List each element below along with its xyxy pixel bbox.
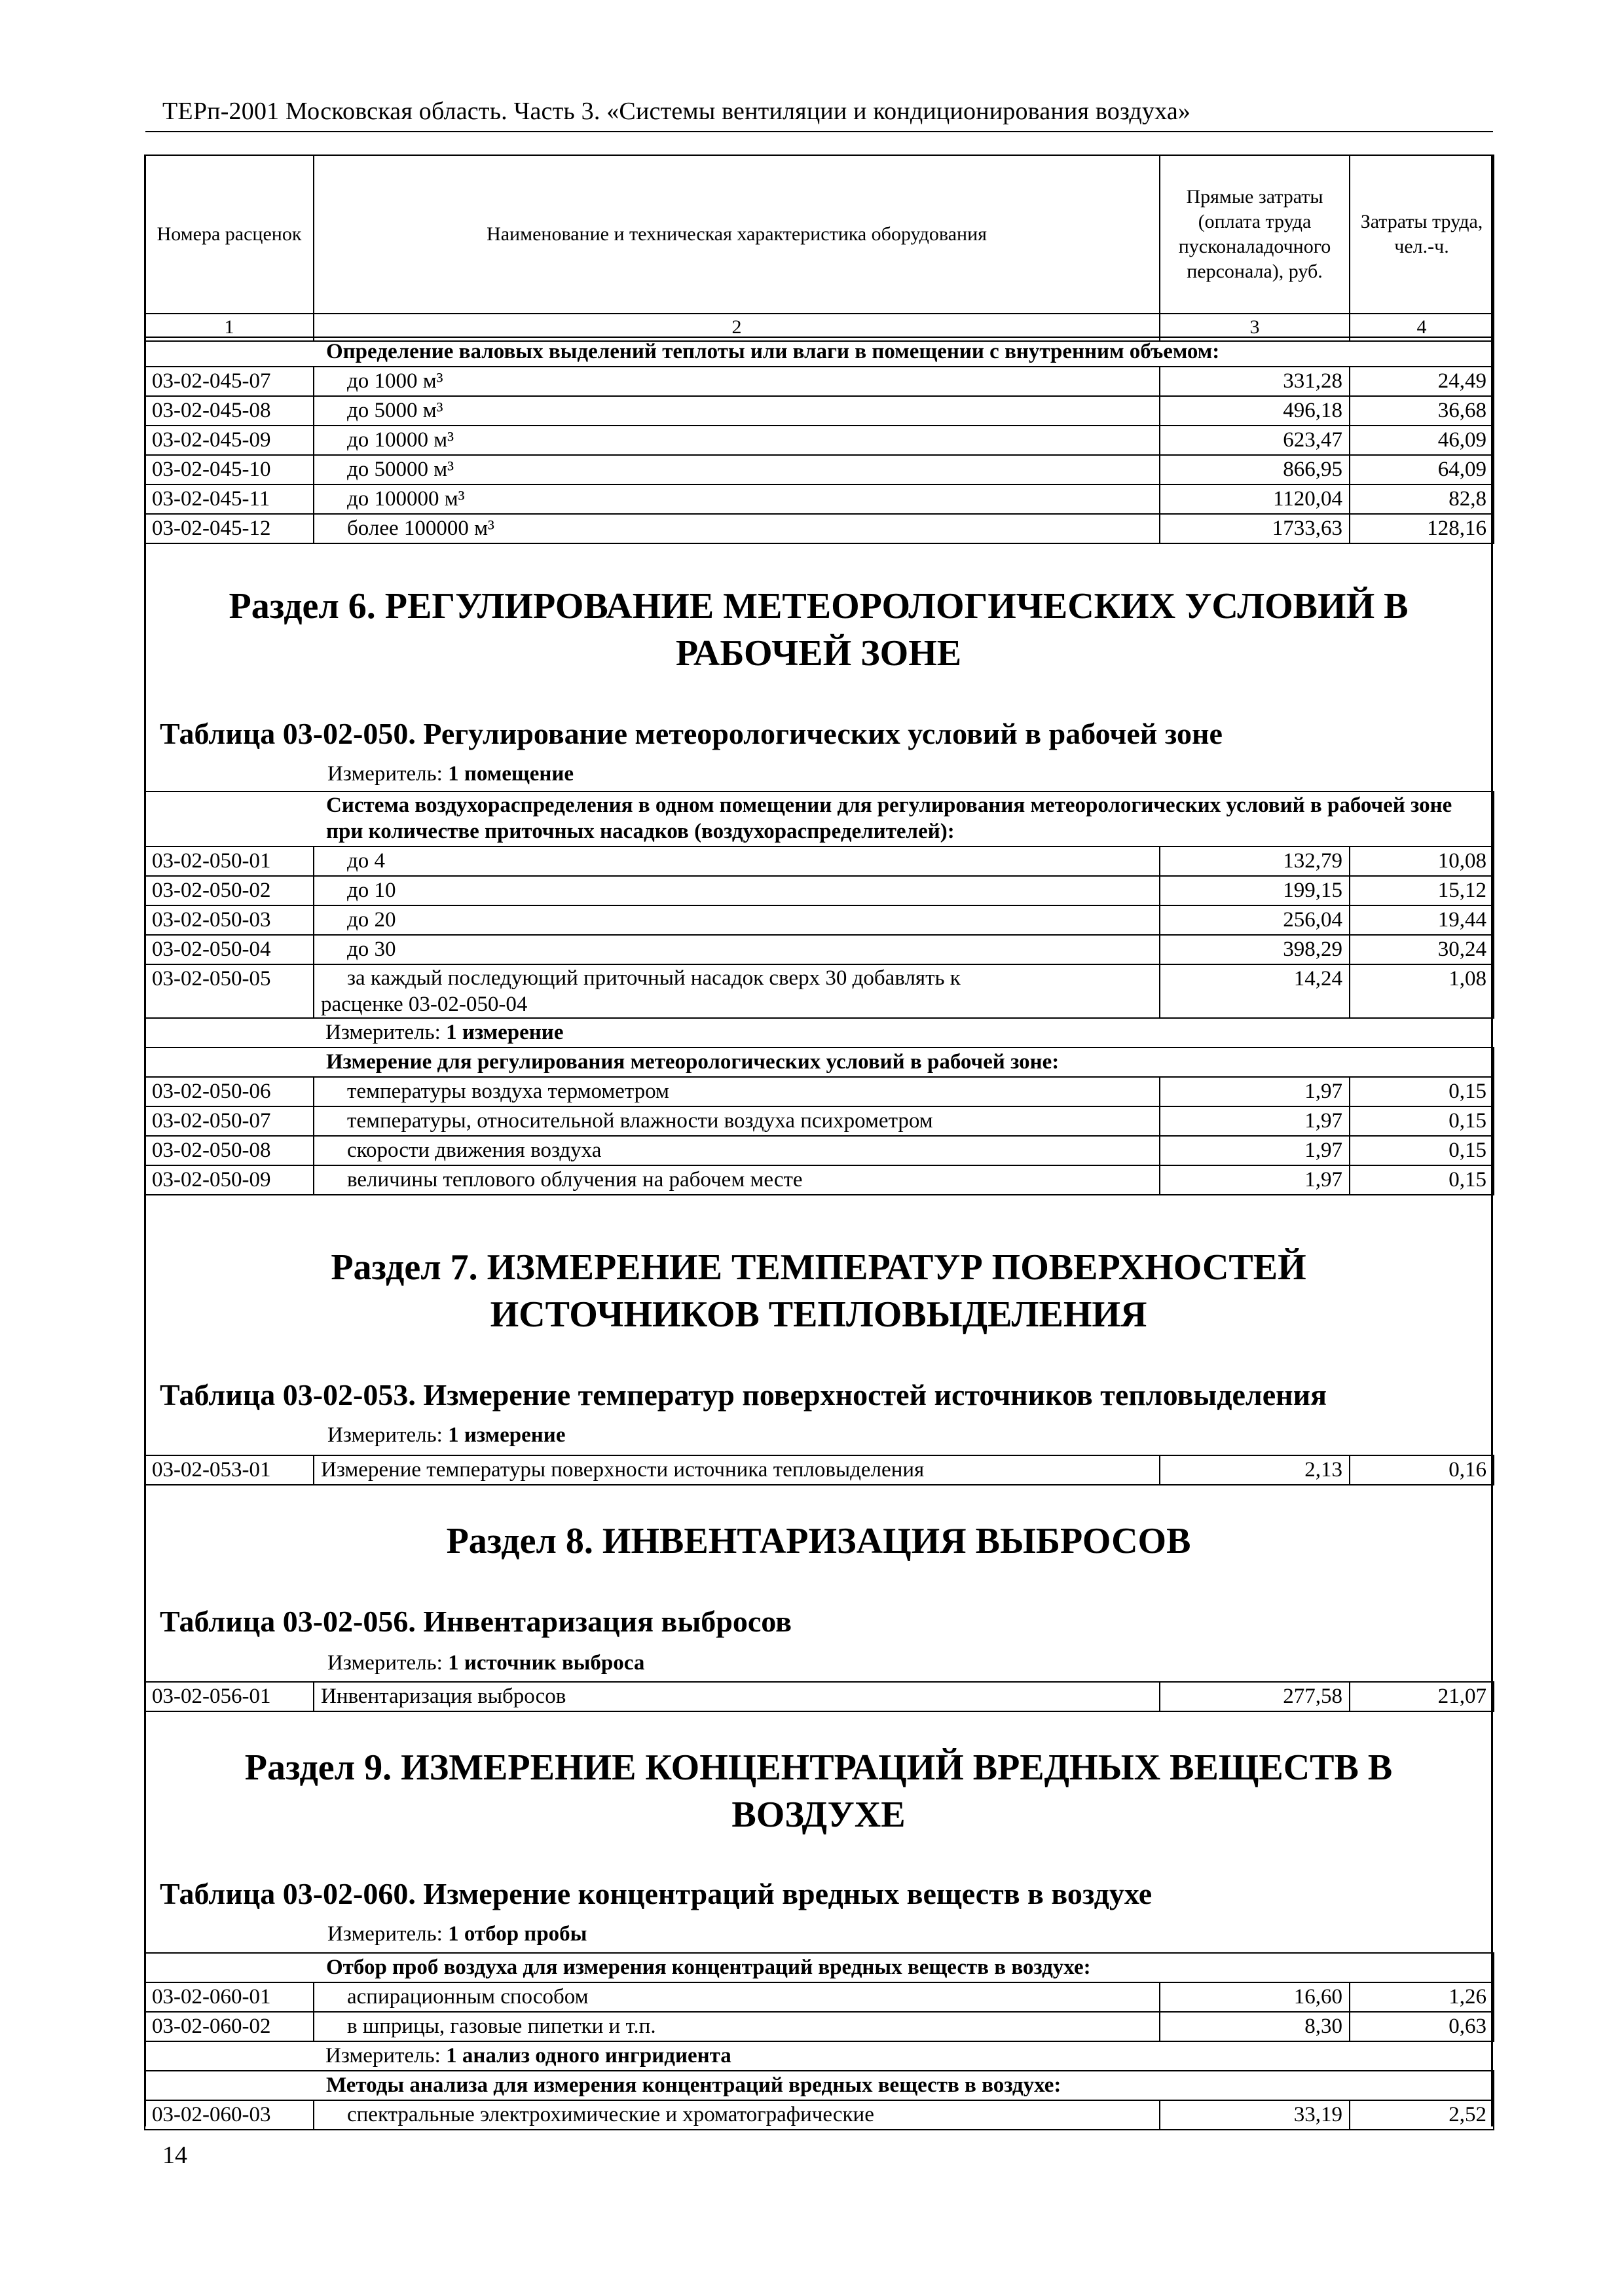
table-row: 03-02-050-05 за каждый последующий приточный насадок сверх 30 добавлять к расценке 03-02-050-04 14,24 1,08 [145,964,1494,1018]
col-header-cost: Прямые затраты (оплата труда пусконаладочного персонала), руб. [1160,155,1350,314]
table-row: 03-02-045-10 до 50000 м³ 866,95 64,09 [145,455,1494,484]
meter-line: Измеритель: 1 помещение [327,762,574,786]
meter-line: Измеритель: 1 источник выброса [327,1651,645,1675]
meter-line: Измеритель: 1 измерение [145,1018,1494,1048]
col-number: 4 [1350,314,1494,341]
column-header [144,155,1493,342]
table-03-02-056 [144,1681,1493,1712]
table-row: 03-02-050-01 до 4 132,79 10,08 [145,847,1494,876]
table-row: 03-02-050-07 температуры, относительной влажности воздуха психрометром 1,97 0,15 [145,1106,1494,1136]
meter-line: Измеритель: 1 анализ одного ингридиента [145,2041,1494,2071]
meter-line: Измеритель: 1 отбор пробы [327,1922,587,1946]
table-03-02-053 [144,1455,1493,1485]
table-row: 03-02-045-07 до 1000 м³ 331,28 24,49 [145,367,1494,396]
meter-line: Измеритель: 1 измерение [327,1423,566,1447]
col-number: 1 [145,314,314,341]
group-heading: Система воздухораспределения в одном помещении для регулирования метеорологических условий в рабочей зоне при количестве приточных насадков (воздухораспределителей): [145,792,1494,847]
table-row: 03-02-056-01 Инвентаризация выбросов 277,58 21,07 [145,1682,1494,1711]
table-row: 03-02-050-04 до 30 398,29 30,24 [145,935,1494,964]
table-03-02-050-title: Таблица 03-02-050. Регулирование метеорологических условий в рабочей зоне [160,717,1223,750]
table-row: 03-02-050-09 величины теплового облучения на рабочем месте 1,97 0,15 [145,1165,1494,1195]
group-heading: Отбор проб воздуха для измерения концентраций вредных веществ в воздухе: [145,1953,1494,1982]
table-row: 03-02-045-12 более 100000 м³ 1733,63 128,16 [145,514,1494,543]
col-header-name: Наименование и техническая характеристика оборудования [314,155,1160,314]
table-row: 03-02-045-08 до 5000 м³ 496,18 36,68 [145,396,1494,426]
page-number: 14 [162,2141,187,2169]
running-header: ТЕРп-2001 Московская область. Часть 3. «Системы вентиляции и кондиционирования воздуха» [162,98,1191,125]
table-row: 03-02-050-06 температуры воздуха термометром 1,97 0,15 [145,1077,1494,1106]
col-header-labor: Затраты труда, чел.-ч. [1350,155,1494,314]
col-number: 2 [314,314,1160,341]
table-row: 03-02-060-01 аспирационным способом 16,60 1,26 [145,1982,1494,2012]
section-6-title: Раздел 6. РЕГУЛИРОВАНИЕ МЕТЕОРОЛОГИЧЕСКИХ УСЛОВИЙ В РАБОЧЕЙ ЗОНЕ [229,586,1409,674]
table-row: 03-02-060-02 в шприцы, газовые пипетки и т.п. 8,30 0,63 [145,2012,1494,2041]
table-row: 03-02-060-03 спектральные электрохимические и хроматографические 33,19 2,52 [145,2100,1494,2130]
table-row: 03-02-045-11 до 100000 м³ 1120,04 82,8 [145,484,1494,514]
table-03-02-050 [144,791,1493,1195]
group-heading: Измерение для регулирования метеорологических условий в рабочей зоне: [145,1048,1494,1077]
section-9-title: Раздел 9. ИЗМЕРЕНИЕ КОНЦЕНТРАЦИЙ ВРЕДНЫХ ВЕЩЕСТВ В ВОЗДУХЕ [244,1747,1393,1835]
table-row: 03-02-050-08 скорости движения воздуха 1,97 0,15 [145,1136,1494,1165]
col-number: 3 [1160,314,1350,341]
table-row: 03-02-050-02 до 10 199,15 15,12 [145,876,1494,905]
table-row: 03-02-045-09 до 10000 м³ 623,47 46,09 [145,426,1494,455]
header-rule [145,131,1493,132]
section-8-title: Раздел 8. ИНВЕНТАРИЗАЦИЯ ВЫБРОСОВ [446,1521,1191,1561]
table-03-02-060-title: Таблица 03-02-060. Измерение концентраций вредных веществ в воздухе [160,1877,1153,1910]
table-03-02-056-title: Таблица 03-02-056. Инвентаризация выбросов [160,1605,792,1638]
col-header-codes: Номера расценок [145,155,314,314]
table-03-02-053-title: Таблица 03-02-053. Измерение температур поверхностей источников тепловыделения [160,1378,1327,1412]
table-03-02-045 [144,337,1493,544]
group-heading: Методы анализа для измерения концентраций вредных веществ в воздухе: [145,2071,1494,2100]
table-row: 03-02-050-03 до 20 256,04 19,44 [145,905,1494,935]
section-7-title: Раздел 7. ИЗМЕРЕНИЕ ТЕМПЕРАТУР ПОВЕРХНОСТЕЙ ИСТОЧНИКОВ ТЕПЛОВЫДЕЛЕНИЯ [331,1247,1306,1335]
group-heading: Определение валовых выделений теплоты или влаги в помещении с внутренним объемом: [145,337,1494,367]
table-03-02-060 [144,1952,1493,2130]
table-row: 03-02-053-01 Измерение температуры поверхности источника тепловыделения 2,13 0,16 [145,1455,1494,1485]
